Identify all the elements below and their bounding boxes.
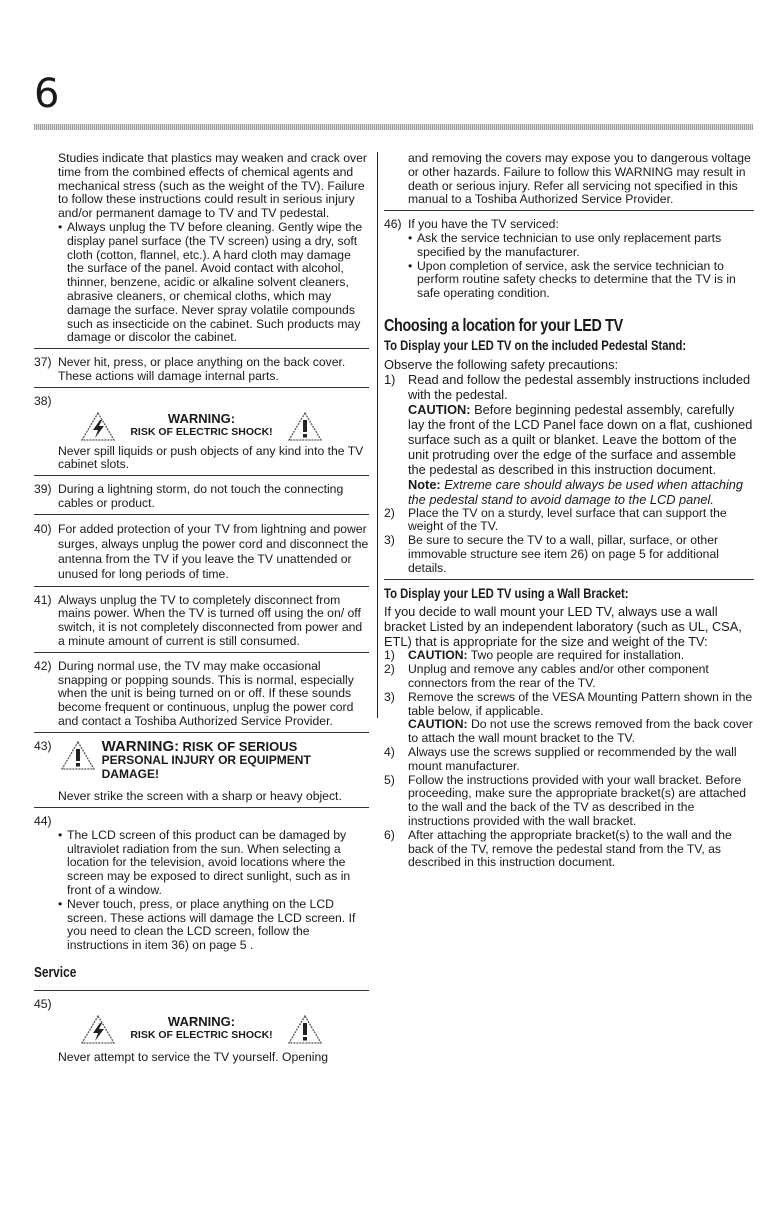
item-46 <box>384 218 754 301</box>
electric-shock-warning-icon <box>80 1014 116 1045</box>
item-text: If you have the TV serviced: <box>408 217 559 232</box>
item-number: 43) <box>34 738 52 753</box>
wall-step-1 <box>384 649 754 663</box>
shock-warning <box>34 411 369 442</box>
step-text: After attaching the appropriate bracket(s) to the wall and the back of the TV, remove the pedestal stand from the TV, as described in this instruction document. <box>408 827 732 870</box>
item-number: 37) <box>34 355 52 370</box>
shock-label: RISK OF ELECTRIC SHOCK! <box>130 426 273 439</box>
bullet-safety-checks: • Upon completion of service, ask the service technician to perform routine safety checks to determine that the TV is in safe operating condition. <box>384 260 754 301</box>
divider <box>34 475 369 476</box>
step-text: Place the TV on a sturdy, level surface that can support the weight of the TV. <box>408 505 727 534</box>
item-43 <box>34 737 369 804</box>
item-41 <box>34 594 369 649</box>
step-number: 3) <box>384 533 395 548</box>
divider <box>34 348 369 349</box>
left-column <box>34 152 369 1064</box>
step-number: 2) <box>384 505 395 520</box>
item-40 <box>34 522 369 583</box>
location-heading: Choosing a location for your LED TV <box>384 314 623 335</box>
pedestal-step-1 <box>384 372 754 402</box>
right-column <box>384 152 754 870</box>
bullet-touch: • Never touch, press, or place anything on the LCD screen. These actions will damage the LCD screen. If you need to clean the LCD screen, follow the instructions in item 36) on page 5 . <box>34 898 369 953</box>
item-text: Never attempt to service the TV yourself. Opening <box>58 1049 329 1064</box>
item-text: Always unplug the TV to completely disconnect from mains power. When the TV is turned off using the on/ off switch, it is not completely disconnected from power and a minute amount of current is still consumed. <box>58 592 363 648</box>
bullet-parts: • Ask the service technician to use only replacement parts specified by the manufacturer. <box>384 232 754 260</box>
warning-line-2: PERSONAL INJURY OR EQUIPMENT <box>101 753 311 768</box>
pedestal-note <box>384 477 754 507</box>
divider <box>34 732 369 733</box>
caution-label: CAUTION: <box>408 401 471 417</box>
item-number: 41) <box>34 592 52 607</box>
intro-paragraph: Studies indicate that plastics may weaken and crack over time from the combined effects of chemical agents and mechanical stress (such as the weight of the TV). Failure to follow these instructions could result in serious injury and/or permanent damage to TV and TV pedestal. <box>58 151 367 221</box>
item-number: 39) <box>34 482 52 497</box>
step-number: 1) <box>384 371 396 387</box>
wall-step-6 <box>384 829 754 870</box>
observe-text: Observe the following safety precautions: <box>384 356 619 372</box>
item-number: 46) <box>384 217 402 232</box>
item-text: Never hit, press, or place anything on the back cover. These actions will damage internal parts. <box>58 355 346 383</box>
item-number: 38) <box>34 393 52 408</box>
pedestal-step-2 <box>384 507 754 535</box>
electric-shock-warning-icon <box>80 411 116 442</box>
shock-warning <box>34 1014 369 1045</box>
pedestal-heading: To Display your LED TV on the included Pedestal Stand: <box>384 337 687 353</box>
item-45-continued: and removing the covers may expose you to dangerous voltage or other hazards. Failure to follow this WARNING may result in death or serious injury. Refer all servicing not specified in this manual to a Toshiba Authorized Service Provider. <box>408 151 751 207</box>
warning-line-3: DAMAGE! <box>101 766 159 781</box>
item-text: During a lightning storm, do not touch the connecting cables or product. <box>58 482 344 510</box>
wall-step-2 <box>384 663 754 691</box>
service-heading: Service <box>34 964 77 981</box>
pedestal-step-3 <box>384 534 754 575</box>
item-number: 44) <box>34 814 52 829</box>
step-text: Follow the instructions provided with your wall bracket. Before proceeding, make sure the appropriate bracket(s) are attached to the wall and the back of the TV as described in the instructions provided with the wall bracket. <box>408 772 747 828</box>
item-39 <box>34 483 369 511</box>
divider <box>34 652 369 653</box>
divider <box>34 514 369 515</box>
divider <box>384 210 754 211</box>
step-number: 4) <box>384 744 395 759</box>
item-37 <box>34 356 369 384</box>
pedestal-section <box>384 357 754 507</box>
step-number: 5) <box>384 772 395 787</box>
wall-step-4 <box>384 746 754 774</box>
exclamation-warning-icon <box>287 1014 323 1045</box>
divider <box>384 579 754 580</box>
caution-label: CAUTION: <box>408 717 468 732</box>
divider <box>34 807 369 808</box>
wall-caution <box>384 718 754 746</box>
warning-text <box>130 412 272 440</box>
step-text: Be sure to secure the TV to a wall, pillar, surface, or other immovable structure see item 26) on page 5 for additional details. <box>408 533 719 575</box>
item-text: For added protection of your TV from lightning and power surges, always unplug the power cord and disconnect the antenna from the TV if you leave the TV unattended or unused for long periods of time. <box>58 521 369 582</box>
warning-line-1: RISK OF SERIOUS <box>182 738 298 754</box>
item-number: 42) <box>34 658 52 673</box>
divider <box>34 387 369 388</box>
divider <box>34 586 369 587</box>
item-number: 45) <box>34 996 52 1011</box>
item-text: During normal use, the TV may make occasional snapping or popping sounds. This is normal, especially when the unit is being turned on or off. If these sounds become frequent or continuous, unplug the power cord and contact a Toshiba Authorized Service Provider. <box>58 658 354 728</box>
warning-label: WARNING: <box>101 737 180 755</box>
bullet-uv: • The LCD screen of this product can be damaged by ultraviolet radiation from the sun. When selecting a location for the television, avoid locations where the screen may be exposed to direct sunlight, such as in front of a window. <box>34 829 369 898</box>
step-text: Remove the screws of the VESA Mounting Pattern shown in the table below, if applicable. <box>408 689 753 718</box>
caution-text: Before beginning pedestal assembly, carefully lay the front of the LCD Panel face down on a flat, cushioned surface such as a quilt or blanket. Leave the bottom of the unit protruding over the edge of the surface and assemble the pedestal as described in this instruction document. <box>408 401 753 477</box>
exclamation-warning-icon <box>60 740 96 771</box>
item-46-head <box>384 218 754 232</box>
item-38 <box>34 395 369 472</box>
step-text: Two people are required for installation. <box>470 648 685 663</box>
wall-step-5 <box>384 774 754 829</box>
divider <box>34 990 369 991</box>
page-number: 6 <box>34 71 60 117</box>
step-number: 3) <box>384 689 395 704</box>
wall-intro: If you decide to wall mount your LED TV, always use a wall bracket Listed by an independent laboratory (such as UL, CSA, ETL) that is appropriate for the size and weight of the TV: <box>384 604 742 650</box>
item-42 <box>34 660 369 729</box>
note-label: Note: <box>408 476 441 492</box>
step-number: 6) <box>384 827 395 842</box>
step-text: Read and follow the pedestal assembly instructions included with the pedestal. <box>408 371 751 402</box>
bullet-cleaning: • Always unplug the TV before cleaning. Gently wipe the display panel surface (the TV screen) using a dry, soft cloth (cotton, flannel, etc.). A hard cloth may damage the surface of the panel. Avoid contact with alcohol, thinner, benzene, acidic or alkaline solvent cleaners, abrasive cleaners, or chemical cloths, which may damage the surface. Never spray volatile compounds such as insecticide on the cabinet. Such products may damage or discolor the cabinet. <box>34 221 369 345</box>
item-number: 40) <box>34 521 52 536</box>
caution-label: CAUTION: <box>408 648 468 663</box>
column-divider <box>377 152 378 718</box>
exclamation-warning-icon <box>287 411 323 442</box>
wall-steps <box>384 649 754 870</box>
wall-bracket-heading: To Display your LED TV using a Wall Bracket: <box>384 585 629 601</box>
injury-warning <box>34 737 369 782</box>
wall-step-3 <box>384 691 754 719</box>
note-text: Extreme care should always be used when attaching the pedestal stand to avoid damage to the LCD panel. <box>408 476 744 507</box>
caution-text: Do not use the screws removed from the back cover to attach the wall mount bracket to the TV. <box>408 717 753 746</box>
warning-label: WARNING: <box>167 1014 236 1030</box>
warning-text <box>130 1015 272 1043</box>
header-band <box>34 124 753 130</box>
step-number: 1) <box>384 648 395 663</box>
step-number: 2) <box>384 662 395 677</box>
item-text: Never strike the screen with a sharp or heavy object. <box>58 789 342 804</box>
item-45 <box>34 998 369 1065</box>
warning-label: WARNING: <box>167 411 236 427</box>
warning-text <box>101 737 311 782</box>
step-text: Always use the screws supplied or recommended by the wall mount manufacturer. <box>408 744 737 773</box>
pedestal-steps-rest <box>384 507 754 576</box>
item-text: Never spill liquids or push objects of any kind into the TV cabinet slots. <box>58 443 364 472</box>
pedestal-caution <box>384 402 754 477</box>
step-text: Unplug and remove any cables and/or other component connectors from the rear of the TV. <box>408 662 709 690</box>
item-44 <box>34 815 369 953</box>
shock-label: RISK OF ELECTRIC SHOCK! <box>130 1029 273 1042</box>
